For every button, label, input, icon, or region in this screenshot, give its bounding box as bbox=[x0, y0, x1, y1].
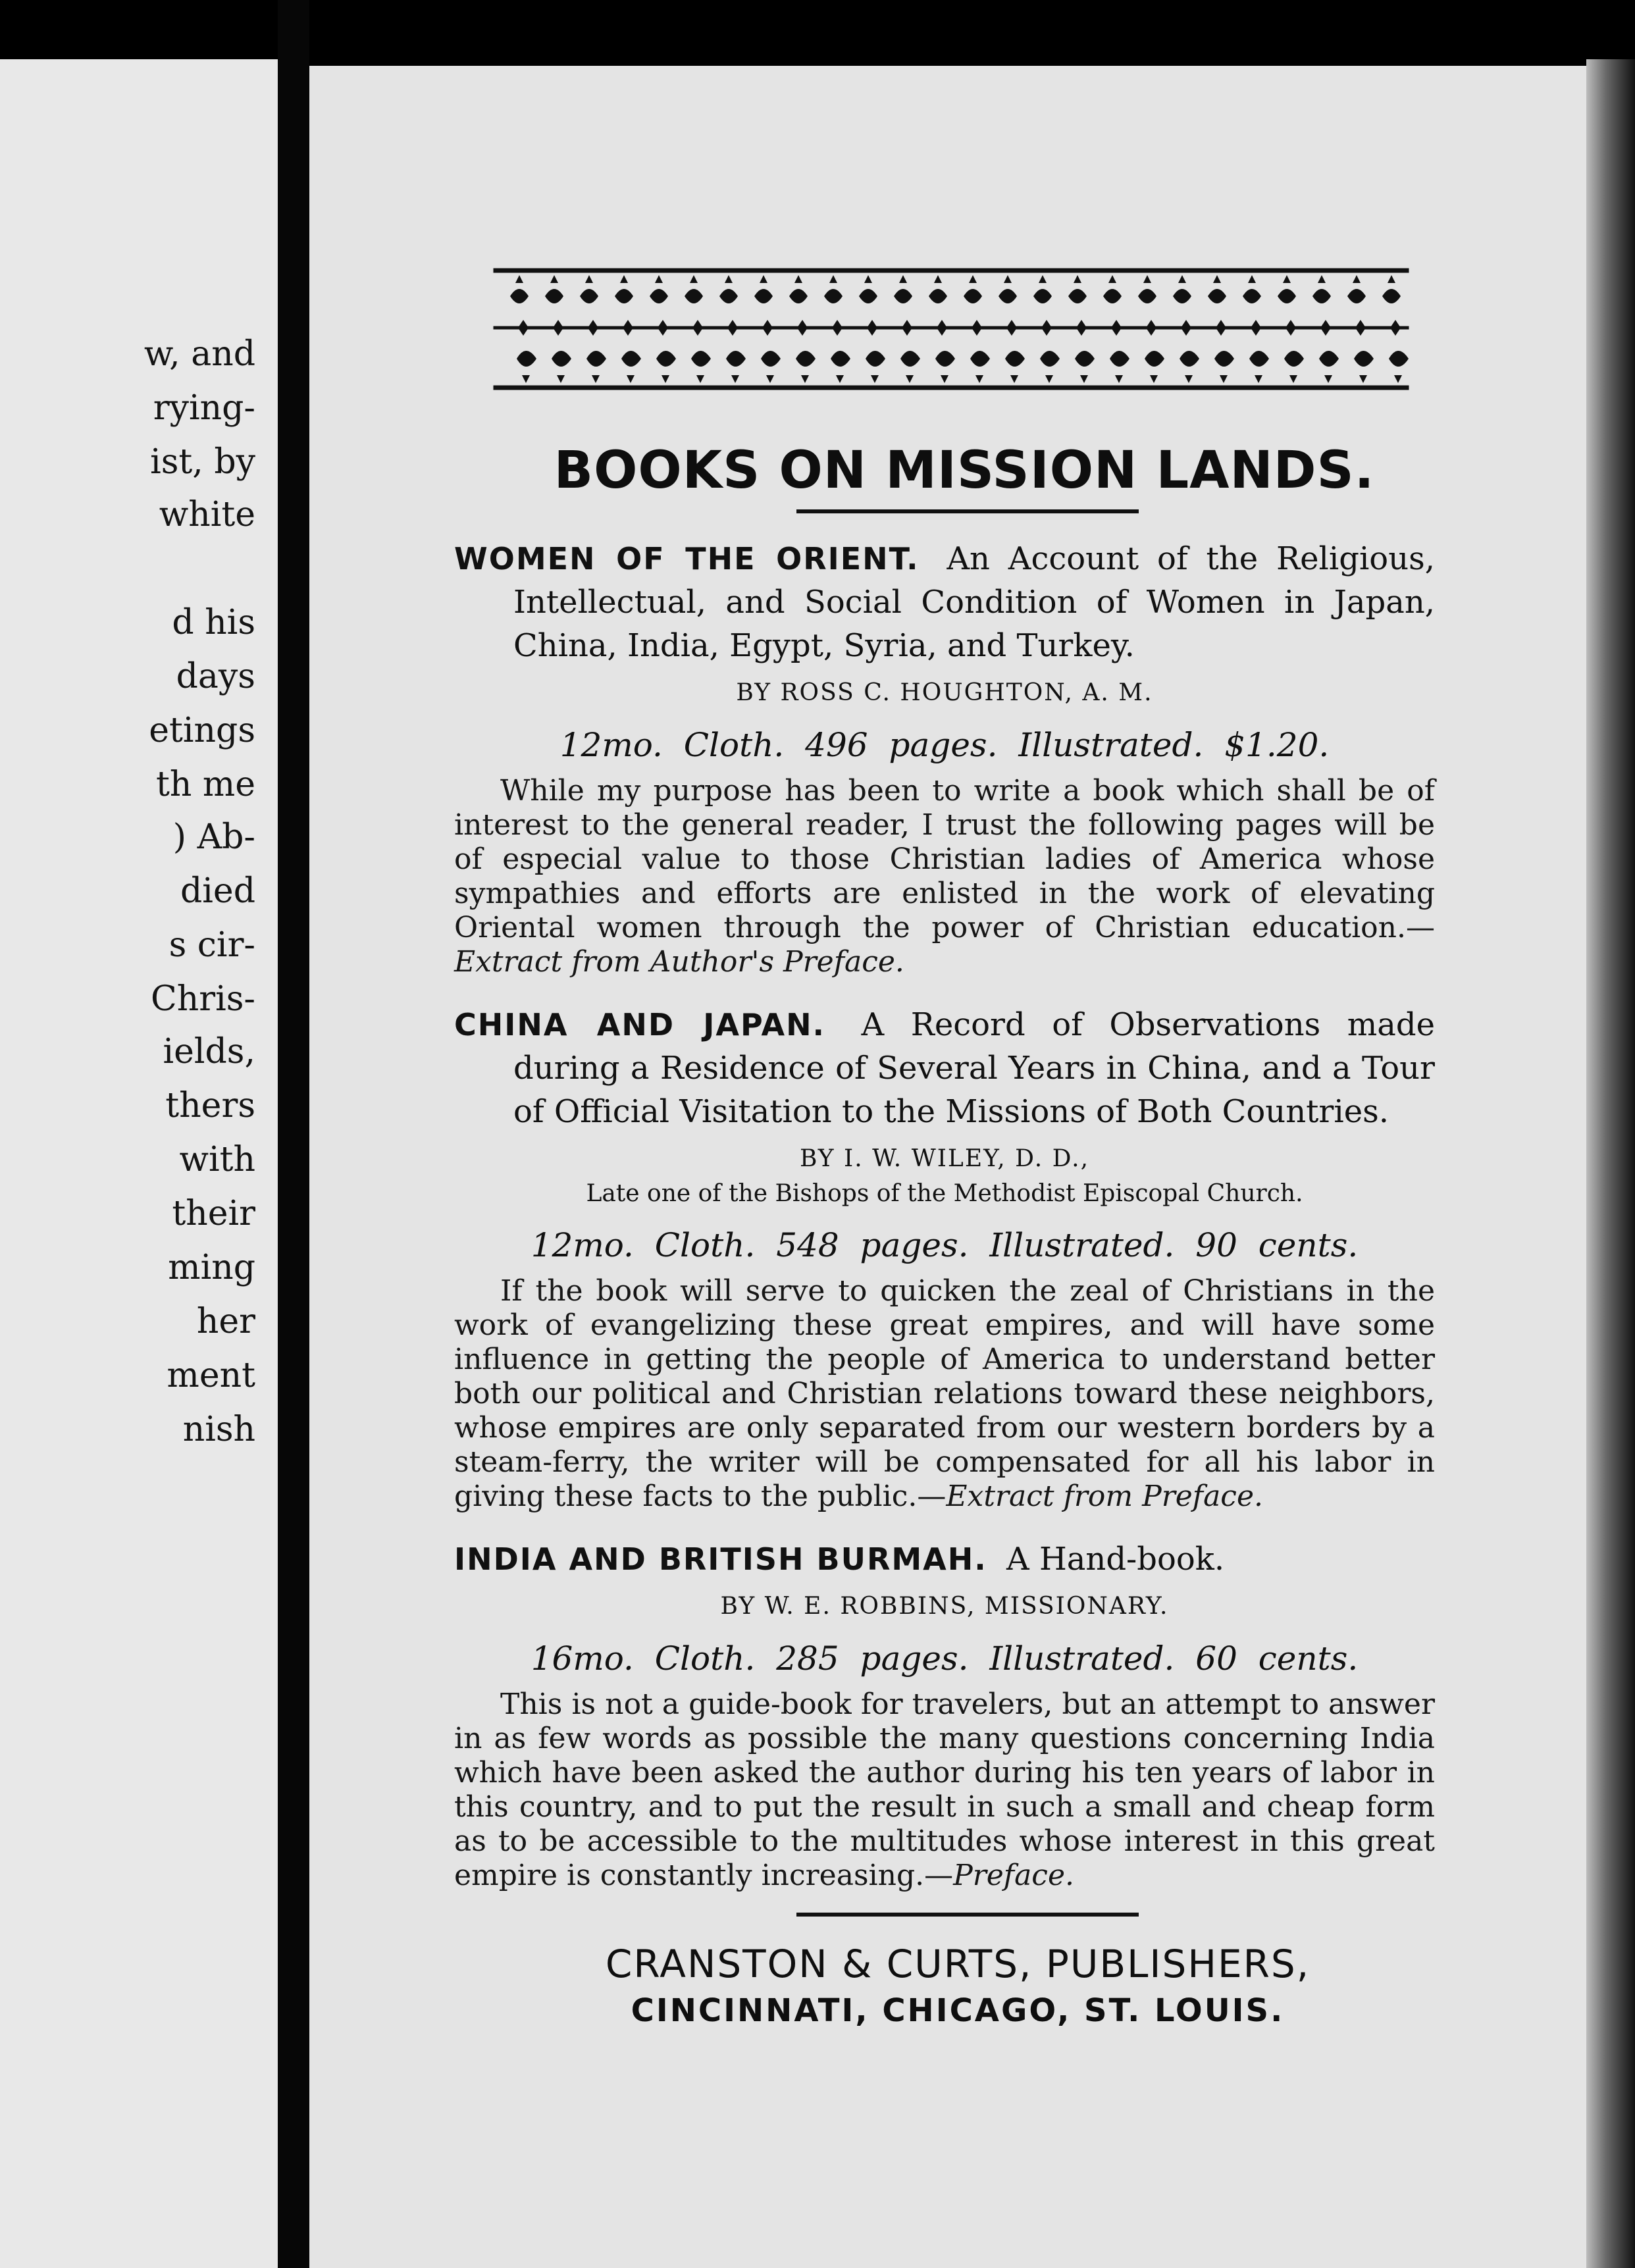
book-listing-china-and-japan bbox=[454, 1003, 1435, 1514]
blurb-source: Extract from Author's Preface. bbox=[454, 945, 904, 979]
left-page-fragment: ment bbox=[167, 1356, 255, 1395]
left-page-fragment: days bbox=[176, 657, 255, 696]
headline-rule bbox=[796, 509, 1139, 513]
left-page-fragment: thers bbox=[165, 1086, 255, 1125]
book-specs: 12mo. Cloth. 496 pages. Illustrated. $1.20. bbox=[559, 726, 1330, 764]
blurb-source: Preface. bbox=[953, 1859, 1074, 1892]
left-page-fragment: rying- bbox=[153, 388, 255, 428]
book-author-note: Late one of the Bishops of the Methodist Episcopal Church. bbox=[586, 1180, 1303, 1207]
left-page-fragment: th me bbox=[156, 765, 255, 804]
book-title: CHINA AND JAPAN. bbox=[454, 1007, 826, 1043]
blurb-text: If the book will serve to quicken the zeal of Christians in the work of evangelizing these great empires, and will have some influence in getting the people of America to understand better both our political and Christian relations toward these neighbors, whose empires are only separated from our western borders by a steam-ferry, the writer will be compensated for all his labor in giving these facts to the public.— bbox=[454, 1274, 1435, 1513]
book-listing-women-of-the-orient bbox=[454, 537, 1435, 979]
left-page-fragment: ist, by bbox=[150, 442, 255, 482]
book-title-block bbox=[454, 1003, 1435, 1133]
left-page-fragment: ming bbox=[168, 1248, 255, 1287]
page-edge-shadow bbox=[1586, 59, 1635, 2268]
book-subtitle: A Record of Observations made during a Residence of Several Years in China, and a Tour of Official Visitation to the Missions of Both Countries. bbox=[513, 1006, 1436, 1130]
left-page-fragment: Chris- bbox=[150, 979, 255, 1019]
publisher-name: CRANSTON & CURTS, PUBLISHERS, bbox=[605, 1942, 1311, 1986]
page-content bbox=[454, 257, 1435, 2031]
left-facing-page bbox=[0, 59, 278, 2268]
blurb-text: This is not a guide-book for travelers, but an attempt to answer in as few words as possible the many questions concerning India which have been asked the author during his ten years of labor in this country, and to put the result in such a small and cheap form as to be accessible to the multitudes whose interest in this great empire is constantly increasing.— bbox=[454, 1688, 1435, 1892]
book-subtitle: An Account of the Religious, Intellectual, and Social Condition of Women in Japan, China, India, Egypt, Syria, and Turkey. bbox=[513, 540, 1435, 664]
page-headline: BOOKS ON MISSION LANDS. bbox=[554, 441, 1375, 500]
left-page-fragment: their bbox=[172, 1194, 255, 1233]
blurb-text: While my purpose has been to write a book which shall be of interest to the general reader, I trust the following pages will be of especial value to those Christian ladies of America whose sympathies and efforts are enlisted in the work of elevating Oriental women through the power of Christian education.— bbox=[454, 774, 1435, 944]
left-page-fragment: with bbox=[179, 1140, 255, 1179]
left-page-fragment: d his bbox=[172, 603, 255, 642]
book-author: BY ROSS C. HOUGHTON, A. M. bbox=[736, 679, 1153, 706]
left-page-fragment: w, and bbox=[143, 334, 255, 374]
left-page-fragment: s cir- bbox=[169, 925, 255, 965]
left-page-fragment: nish bbox=[182, 1410, 255, 1449]
book-listing-india-and-british-burmah bbox=[454, 1537, 1435, 1893]
left-page-fragment: white bbox=[159, 495, 255, 534]
blurb-source: Extract from Preface. bbox=[946, 1480, 1263, 1513]
book-title: INDIA AND BRITISH BURMAH. bbox=[454, 1541, 987, 1577]
book-blurb bbox=[454, 1274, 1435, 1514]
book-blurb bbox=[454, 774, 1435, 979]
book-subtitle: A Hand-book. bbox=[1006, 1541, 1225, 1578]
advertisement-page bbox=[309, 66, 1586, 2268]
book-specs: 16mo. Cloth. 285 pages. Illustrated. 60 cents. bbox=[531, 1639, 1359, 1678]
left-page-fragment: ields, bbox=[163, 1032, 255, 1071]
left-page-fragment: etings bbox=[149, 711, 255, 750]
book-gutter bbox=[278, 0, 309, 2268]
book-blurb bbox=[454, 1688, 1435, 1893]
book-title-block bbox=[454, 1537, 1435, 1581]
floral-border-ornament bbox=[480, 257, 1422, 401]
book-title: WOMEN OF THE ORIENT. bbox=[454, 541, 920, 577]
book-title-block bbox=[454, 537, 1435, 667]
book-specs: 12mo. Cloth. 548 pages. Illustrated. 90 cents. bbox=[531, 1226, 1359, 1264]
left-page-fragment: died bbox=[180, 871, 255, 911]
footer-rule bbox=[796, 1913, 1139, 1917]
book-author: BY W. E. ROBBINS, MISSIONARY. bbox=[720, 1593, 1169, 1620]
publisher-cities: CINCINNATI, CHICAGO, ST. LOUIS. bbox=[631, 1992, 1285, 2029]
left-page-fragment: ) Ab- bbox=[172, 817, 255, 857]
book-author: BY I. W. WILEY, D. D., bbox=[799, 1145, 1090, 1172]
left-page-fragment: her bbox=[196, 1302, 255, 1341]
